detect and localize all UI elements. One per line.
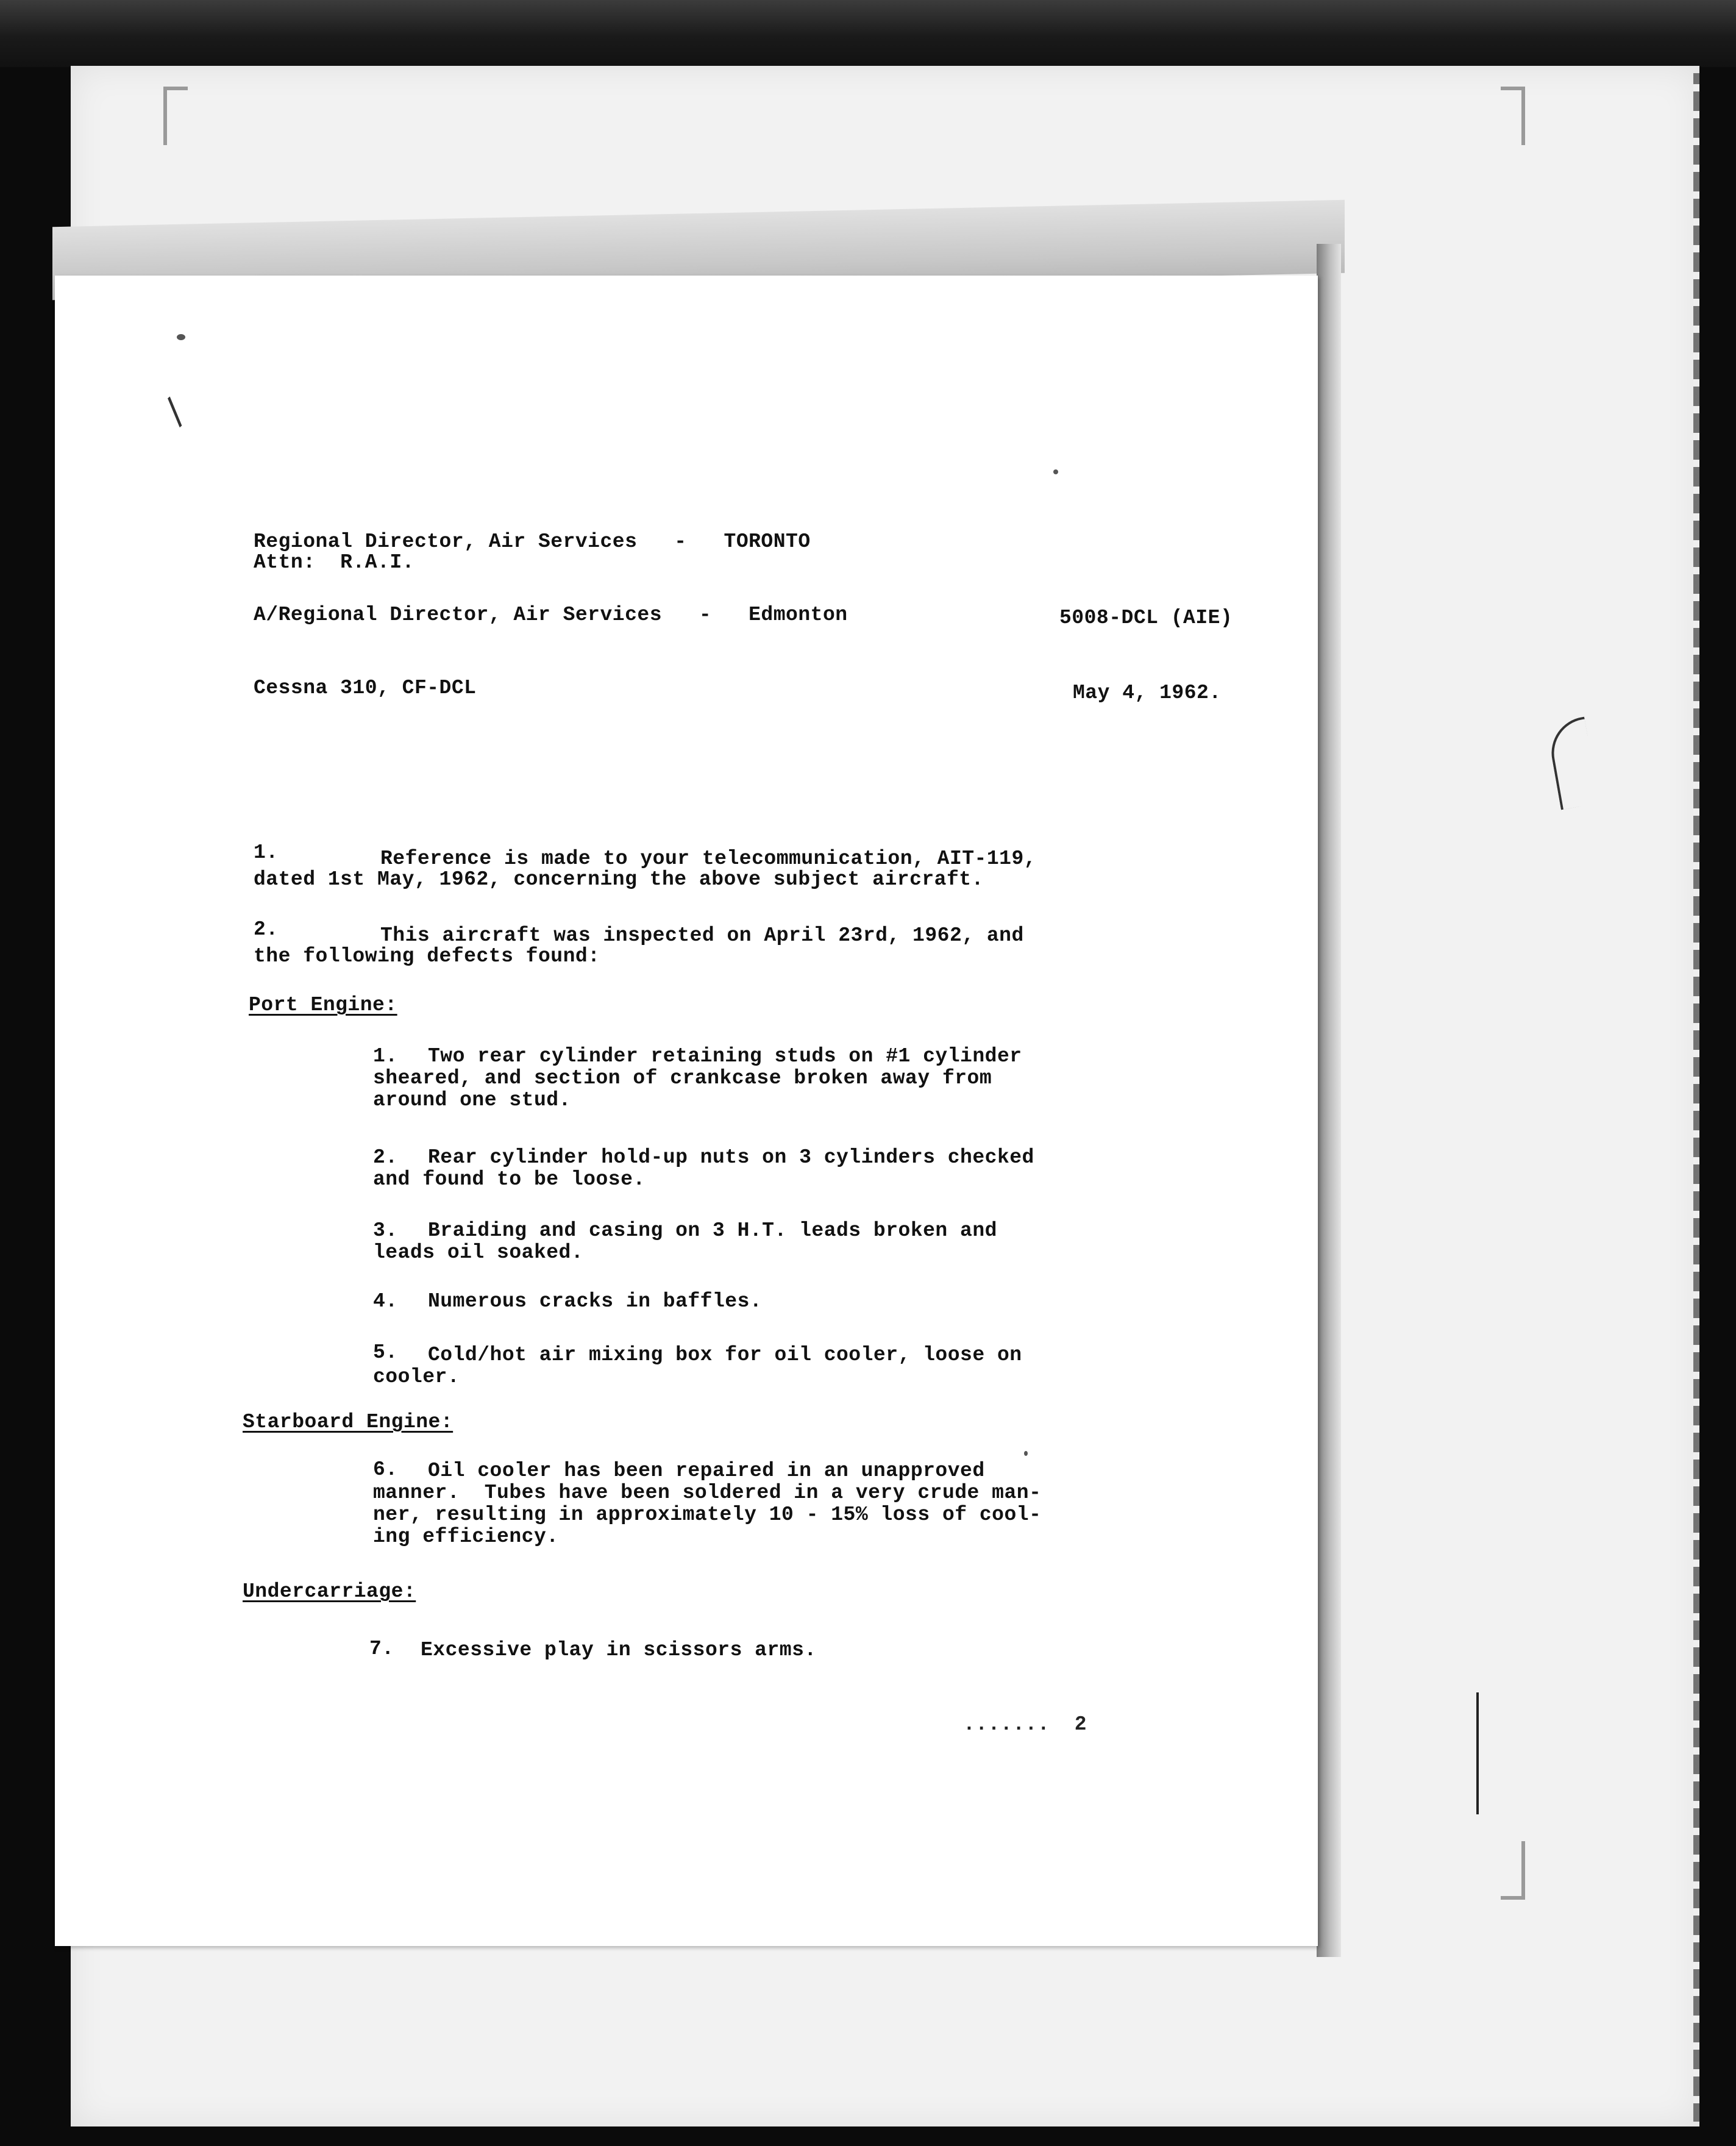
paragraph-1-line-2: dated 1st May, 1962, concerning the above subject aircraft.	[254, 868, 984, 891]
item-line: cooler.	[373, 1366, 460, 1388]
subject-line: Cessna 310, CF-DCL	[254, 677, 477, 699]
sender-line: A/Regional Director, Air Services - Edmonton	[254, 604, 848, 626]
item-line: around one stud.	[373, 1089, 571, 1111]
section-heading-port-engine: Port Engine:	[249, 994, 397, 1016]
pencil-mark: /	[155, 391, 193, 432]
item-line: and found to be loose.	[373, 1168, 646, 1191]
paragraph-number: 2.	[254, 918, 279, 941]
item-number: 7.	[369, 1638, 394, 1660]
item-number: 3.	[373, 1219, 398, 1242]
file-reference: 5008-DCL (AIE)	[1059, 607, 1233, 629]
item-line: Braiding and casing on 3 H.T. leads broken and	[428, 1219, 997, 1242]
paragraph-1-line-1: Reference is made to your telecommunication, AIT-119,	[380, 847, 1037, 870]
section-heading-undercarriage: Undercarriage:	[243, 1580, 416, 1603]
item-number: 2.	[373, 1146, 398, 1169]
attention-line: Attn: R.A.I.	[254, 551, 414, 574]
item-line: Oil cooler has been repaired in an unapproved	[428, 1460, 985, 1482]
item-number: 4.	[373, 1290, 398, 1313]
paragraph-2-line-2: the following defects found:	[254, 945, 600, 968]
item-line: sheared, and section of crankcase broken away from	[373, 1067, 992, 1089]
item-number: 1.	[373, 1045, 398, 1068]
item-line: Cold/hot air mixing box for oil cooler, loose on	[428, 1344, 1022, 1366]
item-line: Two rear cylinder retaining studs on #1 cylinder	[428, 1045, 1022, 1068]
item-line: leads oil soaked.	[373, 1241, 584, 1264]
item-line: Excessive play in scissors arms.	[421, 1639, 817, 1661]
continuation-marker: ....... 2	[963, 1713, 1087, 1736]
item-line: Rear cylinder hold-up nuts on 3 cylinders checked	[428, 1146, 1034, 1169]
item-line: ner, resulting in approximately 10 - 15% loss of cool-	[373, 1503, 1042, 1526]
item-number: 5.	[373, 1341, 398, 1364]
paragraph-number: 1.	[254, 841, 279, 864]
item-line: manner. Tubes have been soldered in a very crude man-	[373, 1481, 1042, 1504]
item-line: ing efficiency.	[373, 1525, 559, 1548]
item-line: Numerous cracks in baffles.	[428, 1290, 763, 1313]
paragraph-2-line-1: This aircraft was inspected on April 23rd, 1962, and	[380, 924, 1024, 947]
item-number: 6.	[373, 1458, 398, 1481]
letter-date: May 4, 1962.	[1073, 682, 1222, 704]
section-heading-starboard-engine: Starboard Engine:	[243, 1411, 454, 1433]
addressee-line: Regional Director, Air Services - TORONTO	[254, 530, 811, 553]
